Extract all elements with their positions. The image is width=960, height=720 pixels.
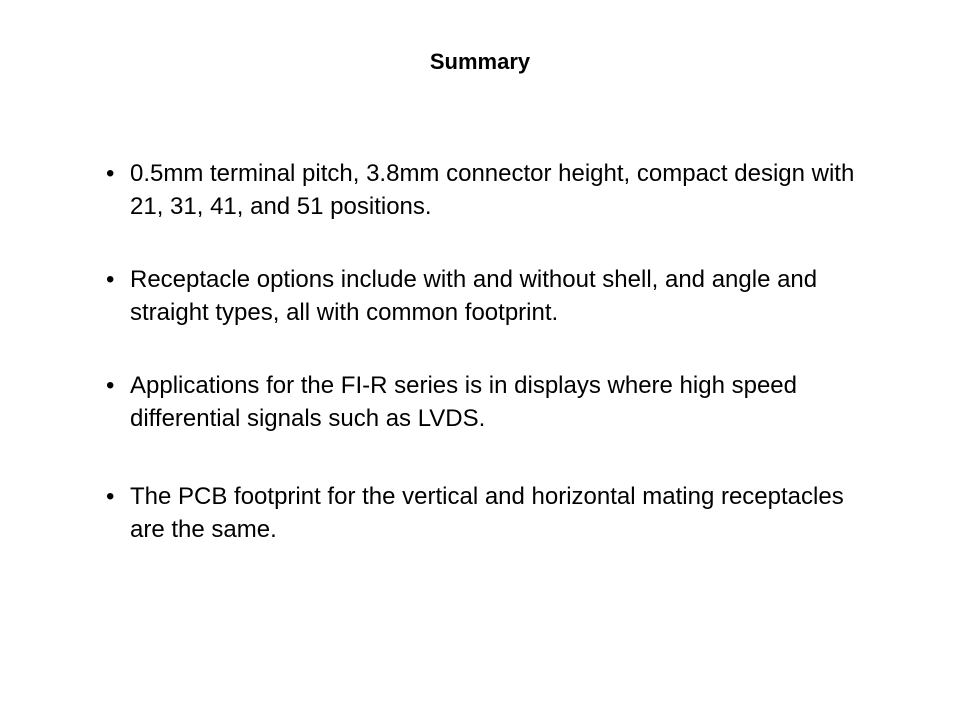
bullet-marker: •: [106, 483, 115, 510]
bullet-text: The PCB footprint for the vertical and horizontal mating receptacles are the same.: [130, 483, 844, 543]
slide-title: Summary: [429, 49, 531, 74]
bullet-text: 0.5mm terminal pitch, 3.8mm connector height, compact design with 21, 31, 41, and 51 positions.: [130, 160, 855, 220]
bullet-item: [106, 263, 866, 329]
bullet-marker: •: [106, 266, 115, 293]
bullet-item: [106, 480, 866, 546]
bullet-marker: •: [106, 160, 115, 187]
bullet-item: [106, 369, 866, 435]
bullet-item: [106, 157, 866, 223]
bullet-text: Receptacle options include with and without shell, and angle and straight types, all with common footprint.: [130, 266, 818, 326]
bullet-marker: •: [106, 372, 115, 399]
bullet-text: Applications for the FI-R series is in displays where high speed differential signals such as LVDS.: [130, 372, 797, 432]
